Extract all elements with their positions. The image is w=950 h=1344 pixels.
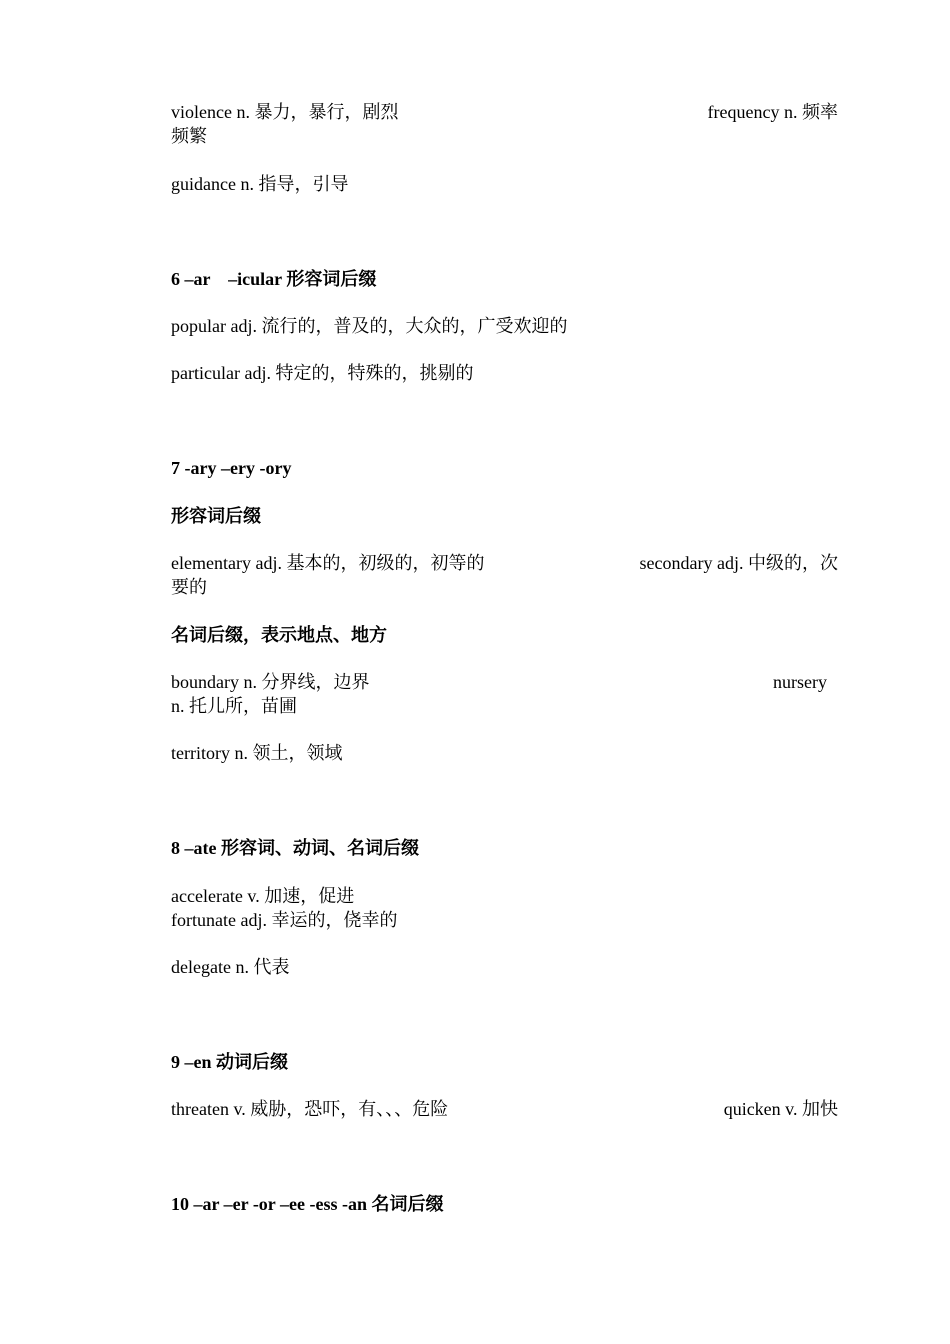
section-heading-7: 7 -ary –ery -ory <box>171 458 292 478</box>
entry-territory: territory n. 领土，领域 <box>171 743 343 763</box>
entry-quicken: quicken v. 加快 <box>723 1099 838 1119</box>
entry-elementary-secondary <box>171 551 838 599</box>
entry-threaten-quicken <box>171 1097 838 1121</box>
entry-violence-frequency <box>171 100 838 148</box>
entry-secondary-wrap: 要的 <box>171 577 207 597</box>
document-page <box>171 0 838 1344</box>
entry-accelerate-fortunate <box>171 884 838 932</box>
entry-fortunate: fortunate adj. 幸运的，侥幸的 <box>171 910 398 930</box>
entry-nursery: nursery <box>773 672 827 692</box>
entry-boundary-nursery <box>171 670 838 718</box>
entry-guidance: guidance n. 指导，引导 <box>171 174 349 194</box>
entry-frequency: frequency n. 频率 <box>707 102 838 122</box>
section-heading-10: 10 –ar –er -or –ee -ess -an 名词后缀 <box>171 1194 444 1214</box>
section-heading-9: 9 –en 动词后缀 <box>171 1052 288 1072</box>
entry-popular: popular adj. 流行的，普及的，大众的，广受欢迎的 <box>171 316 568 336</box>
entry-frequency-wrap: 频繁 <box>171 126 207 146</box>
subheading-adjective-suffix: 形容词后缀 <box>171 506 261 526</box>
entry-delegate: delegate n. 代表 <box>171 957 290 977</box>
entry-particular: particular adj. 特定的，特殊的，挑剔的 <box>171 363 474 383</box>
subheading-noun-suffix-place: 名词后缀，表示地点、地方 <box>171 625 387 645</box>
entry-violence: violence n. 暴力，暴行，剧烈 <box>171 102 399 122</box>
entry-threaten: threaten v. 威胁，恐吓，有、、、危险 <box>171 1099 449 1119</box>
entry-secondary: secondary adj. 中级的，次 <box>639 553 838 573</box>
entry-accelerate: accelerate v. 加速，促进 <box>171 886 355 906</box>
section-heading-6: 6 –ar –icular 形容词后缀 <box>171 269 377 289</box>
entry-nursery-wrap: n. 托儿所，苗圃 <box>171 696 297 716</box>
section-heading-8: 8 –ate 形容词、动词、名词后缀 <box>171 838 419 858</box>
entry-elementary: elementary adj. 基本的，初级的，初等的 <box>171 553 485 573</box>
entry-boundary: boundary n. 分界线，边界 <box>171 672 370 692</box>
